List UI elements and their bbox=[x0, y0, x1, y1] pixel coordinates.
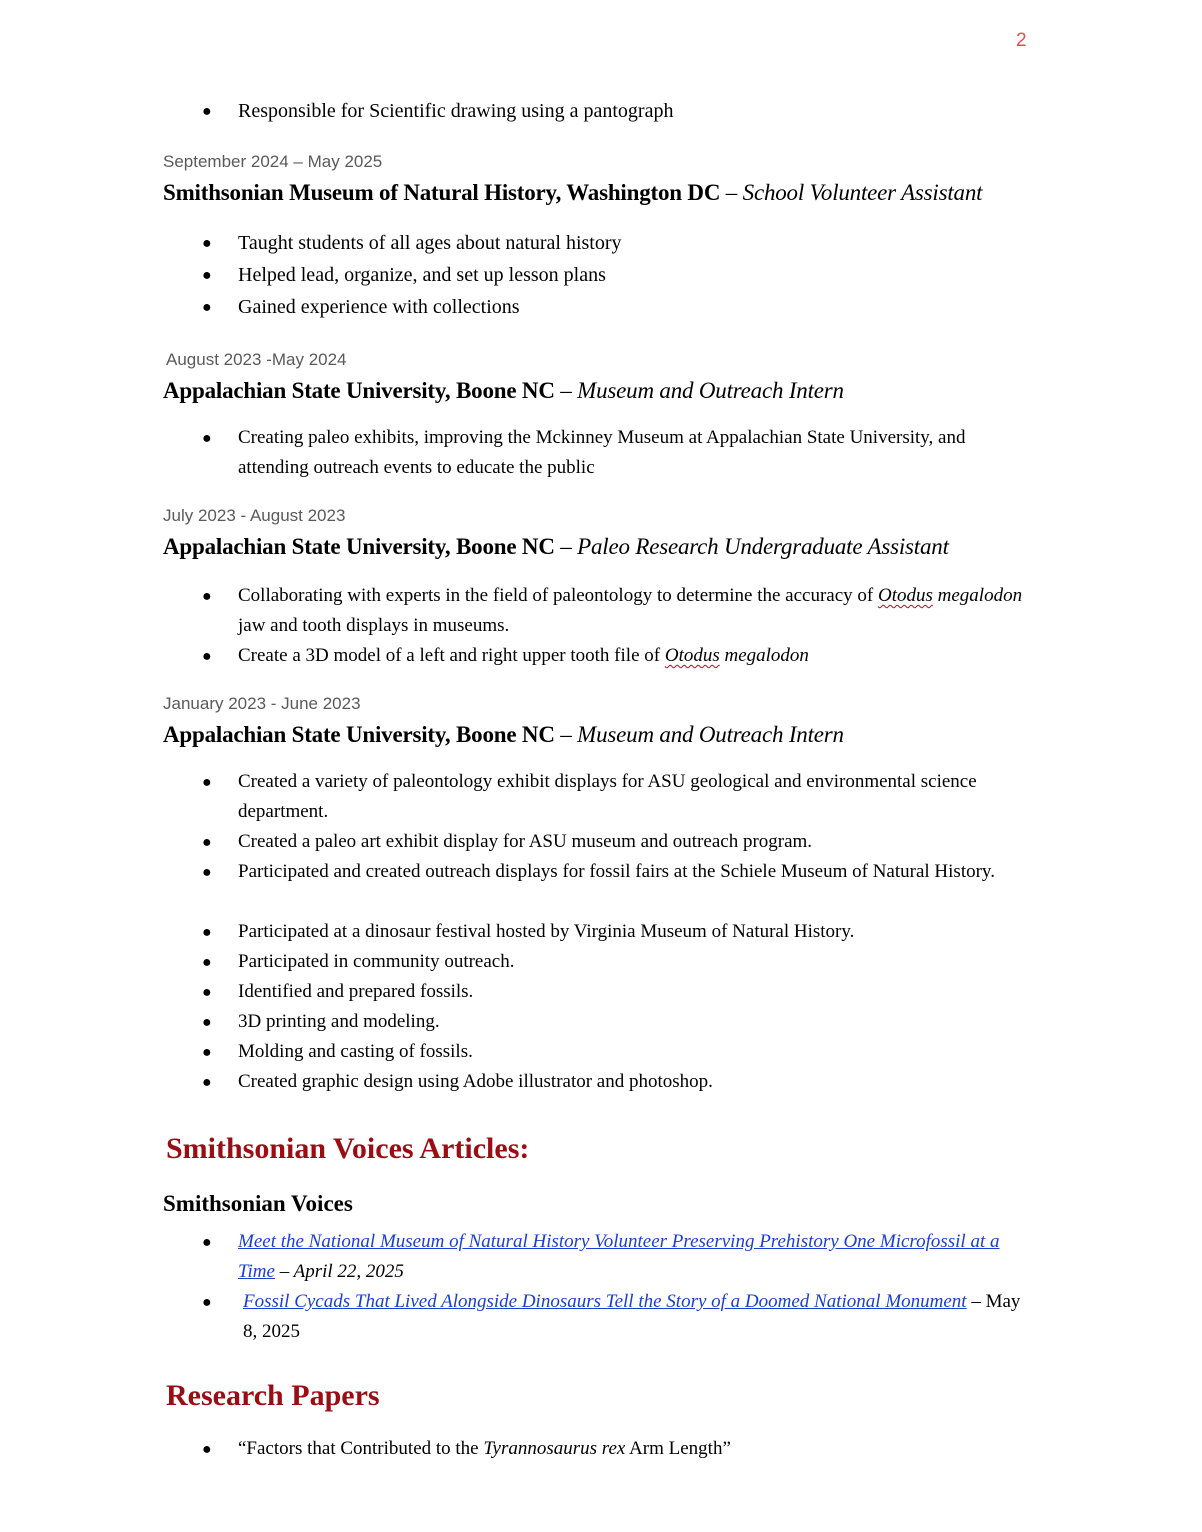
list-item-text: Create a 3D model of a left and right upper tooth file of bbox=[238, 645, 665, 666]
article-link[interactable]: Meet the National Museum of Natural History Volunteer Preserving Prehistory One Microfossil at a Time bbox=[238, 1231, 1000, 1282]
bullet-icon: ● bbox=[202, 1044, 212, 1061]
species-name: megalodon bbox=[932, 585, 1023, 606]
bullet-icon: ● bbox=[202, 1294, 212, 1311]
bullet-icon: ● bbox=[202, 984, 212, 1001]
bullet-icon: ● bbox=[202, 1234, 212, 1251]
paper-title-end: Arm Length” bbox=[625, 1438, 731, 1459]
list-item: Participated in community outreach. bbox=[238, 951, 515, 972]
bullet-icon: ● bbox=[202, 430, 212, 447]
job-organization: Smithsonian Museum of Natural History, Washington DC bbox=[163, 180, 721, 205]
bullet-icon: ● bbox=[202, 267, 212, 284]
article-link[interactable]: Fossil Cycads That Lived Alongside Dinosaurs Tell the Story of a Doomed National Monument bbox=[243, 1291, 967, 1312]
subheading-smithsonian-voices: Smithsonian Voices bbox=[163, 1191, 353, 1216]
list-item: Creating paleo exhibits, improving the Mckinney Museum at Appalachian State University, and attending outreach events to educate the public bbox=[238, 427, 966, 478]
list-item: Molding and casting of fossils. bbox=[238, 1041, 473, 1062]
bullet-icon: ● bbox=[202, 235, 212, 252]
list-item-text: jaw and tooth displays in museums. bbox=[238, 615, 510, 636]
article-date: – April 22, 2025 bbox=[274, 1261, 404, 1282]
list-item: Identified and prepared fossils. bbox=[238, 981, 474, 1002]
paper-title-start: “Factors that Contributed to the bbox=[238, 1438, 484, 1459]
section-heading-articles: Smithsonian Voices Articles: bbox=[166, 1132, 530, 1165]
list-item: Participated and created outreach displays for fossil fairs at the Schiele Museum of Natural History. bbox=[238, 861, 995, 882]
job-separator: – bbox=[554, 722, 578, 747]
list-item bbox=[238, 641, 1038, 671]
job-separator: – bbox=[720, 180, 743, 205]
list-item bbox=[238, 581, 1038, 641]
list-item bbox=[238, 1287, 1038, 1347]
job-separator: – bbox=[554, 534, 578, 559]
job-dates: July 2023 - August 2023 bbox=[163, 506, 346, 525]
list-item-text: Collaborating with experts in the field of paleontology to determine the accuracy of bbox=[238, 585, 878, 606]
job-organization: Appalachian State University, Boone NC bbox=[163, 378, 555, 403]
bullet-icon: ● bbox=[202, 924, 212, 941]
job-organization: Appalachian State University, Boone NC bbox=[163, 722, 555, 747]
job-title bbox=[163, 378, 844, 404]
species-name: megalodon bbox=[719, 645, 809, 666]
page-number: 2 bbox=[1016, 30, 1027, 51]
bullet-icon: ● bbox=[202, 1074, 212, 1091]
job-organization: Appalachian State University, Boone NC bbox=[163, 534, 555, 559]
job-dates: September 2024 – May 2025 bbox=[163, 152, 383, 171]
job-dates: January 2023 - June 2023 bbox=[163, 694, 361, 713]
job-separator: – bbox=[554, 378, 578, 403]
bullet-icon: ● bbox=[202, 103, 212, 120]
list-item: Created graphic design using Adobe illustrator and photoshop. bbox=[238, 1071, 713, 1092]
bullet-icon: ● bbox=[202, 588, 212, 605]
bullet-icon: ● bbox=[202, 774, 212, 791]
list-item bbox=[238, 1227, 1038, 1287]
list-item: Taught students of all ages about natural history bbox=[238, 232, 622, 254]
job-title bbox=[163, 534, 949, 560]
genus-name: Otodus bbox=[878, 585, 933, 606]
job-role: Paleo Research Undergraduate Assistant bbox=[577, 534, 949, 559]
list-item: Helped lead, organize, and set up lesson plans bbox=[238, 264, 606, 286]
job-title bbox=[163, 180, 982, 206]
bullet-icon: ● bbox=[202, 954, 212, 971]
bullet-icon: ● bbox=[202, 299, 212, 316]
bullet-icon: ● bbox=[202, 1014, 212, 1031]
bullet-icon: ● bbox=[202, 1441, 212, 1458]
paper-title-species: Tyrannosaurus rex bbox=[483, 1438, 626, 1459]
article-date: – May 8, 2025 bbox=[243, 1291, 1021, 1342]
list-item: 3D printing and modeling. bbox=[238, 1011, 440, 1032]
job-role: School Volunteer Assistant bbox=[742, 180, 983, 205]
section-heading-research-papers: Research Papers bbox=[166, 1379, 380, 1412]
list-item bbox=[238, 1434, 1038, 1464]
bullet-icon: ● bbox=[202, 834, 212, 851]
job-dates: August 2023 -May 2024 bbox=[166, 350, 347, 369]
job-role: Museum and Outreach Intern bbox=[577, 378, 844, 403]
list-item: Gained experience with collections bbox=[238, 296, 520, 318]
list-item: Responsible for Scientific drawing using a pantograph bbox=[238, 100, 674, 122]
genus-name: Otodus bbox=[664, 645, 720, 666]
bullet-icon: ● bbox=[202, 864, 212, 881]
list-item: Created a paleo art exhibit display for ASU museum and outreach program. bbox=[238, 831, 813, 852]
job-role: Museum and Outreach Intern bbox=[577, 722, 844, 747]
bullet-icon: ● bbox=[202, 648, 212, 665]
list-item: Created a variety of paleontology exhibit displays for ASU geological and environmental science department. bbox=[238, 771, 977, 822]
list-item: Participated at a dinosaur festival hosted by Virginia Museum of Natural History. bbox=[238, 921, 855, 942]
job-title bbox=[163, 722, 844, 748]
